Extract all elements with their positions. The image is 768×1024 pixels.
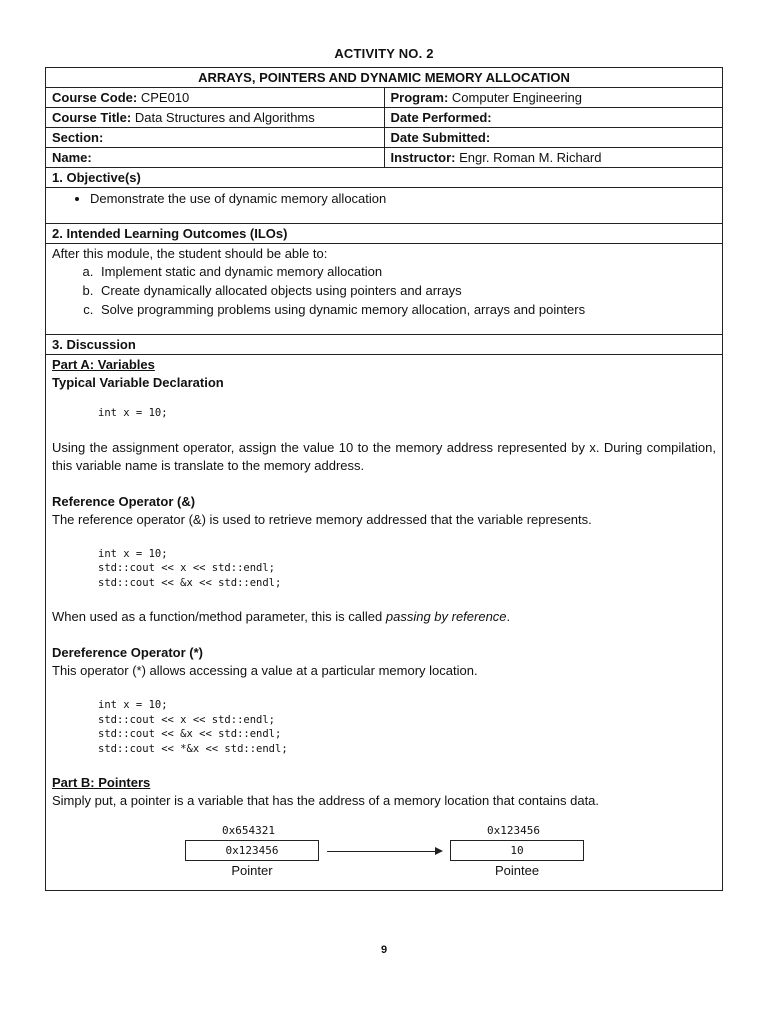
date-submitted-cell bbox=[384, 128, 723, 148]
section-label: Section: bbox=[52, 130, 104, 145]
page-number: 9 bbox=[380, 944, 388, 956]
part-b-title: Part B: Pointers bbox=[52, 775, 151, 790]
pointer-diagram bbox=[52, 818, 716, 884]
reference-operator-paragraph: The reference operator (&) is used to retrieve memory addressed that the variable represents. bbox=[52, 511, 592, 527]
activity-title: ARRAYS, POINTERS AND DYNAMIC MEMORY ALLOCATION bbox=[46, 68, 723, 88]
course-title-label: Course Title: bbox=[52, 110, 132, 125]
ilos-list bbox=[52, 262, 716, 319]
ilo-item: b. Create dynamically allocated objects using pointers and arrays bbox=[97, 281, 716, 300]
course-title-value: Data Structures and Algorithms bbox=[134, 110, 315, 125]
course-code-label: Course Code: bbox=[52, 90, 138, 105]
date-submitted-label: Date Submitted: bbox=[390, 130, 491, 145]
passing-period: . bbox=[506, 609, 511, 624]
pointer-paragraph: Simply put, a pointer is a variable that has the address of a memory location that contains data. bbox=[52, 793, 600, 808]
dereference-operator-heading: Dereference Operator (*) bbox=[52, 645, 203, 660]
instructor-value: Engr. Roman M. Richard bbox=[459, 150, 602, 165]
name-cell bbox=[46, 148, 385, 168]
ilo-item: a. Implement static and dynamic memory allocation bbox=[97, 262, 716, 281]
ilos-heading: 2. Intended Learning Outcomes (ILOs) bbox=[46, 224, 723, 244]
section-cell bbox=[46, 128, 385, 148]
code-block-reference: int x = 10; std::cout << x << std::endl; std::cout << &x << std::endl; bbox=[98, 547, 282, 589]
objectives-list bbox=[52, 190, 716, 208]
ilo-item: c. Solve programming problems using dynamic memory allocation, arrays and pointers bbox=[97, 300, 716, 319]
course-code-cell bbox=[46, 88, 385, 108]
pointee-label: Pointee bbox=[494, 863, 540, 878]
name-label: Name: bbox=[52, 150, 92, 165]
program-cell bbox=[384, 88, 723, 108]
pointee-box: 10 bbox=[450, 840, 584, 861]
assignment-paragraph: Using the assignment operator, assign the value 10 to the memory address represented by x. During compilation, this variable name is translate to the memory address. bbox=[52, 439, 716, 473]
passing-by-reference-term: passing by reference bbox=[385, 609, 507, 624]
passing-text: When used as a function/method parameter, this is called bbox=[52, 609, 386, 624]
ilos-body bbox=[46, 244, 723, 335]
instructor-label: Instructor: bbox=[390, 150, 456, 165]
objectives-body bbox=[46, 188, 723, 224]
ilos-intro: After this module, the student should be able to: bbox=[52, 246, 328, 261]
pointer-address: 0x654321 bbox=[222, 824, 275, 837]
pointer-box: 0x123456 bbox=[185, 840, 319, 861]
objective-item: • Demonstrate the use of dynamic memory allocation bbox=[90, 190, 716, 208]
activity-number: ACTIVITY NO. 2 bbox=[334, 46, 434, 61]
program-value: Computer Engineering bbox=[451, 90, 582, 105]
discussion-heading: 3. Discussion bbox=[46, 335, 723, 355]
pointer-label: Pointer bbox=[231, 863, 273, 878]
typical-declaration-heading: Typical Variable Declaration bbox=[52, 375, 224, 390]
arrow-icon bbox=[327, 851, 441, 852]
part-a-title: Part A: Variables bbox=[52, 357, 155, 372]
course-code-value: CPE010 bbox=[140, 90, 190, 105]
code-block-declaration: int x = 10; bbox=[98, 407, 168, 419]
dereference-operator-paragraph: This operator (*) allows accessing a value at a particular memory location. bbox=[52, 663, 478, 678]
discussion-body bbox=[46, 355, 723, 891]
code-block-dereference: int x = 10; std::cout << x << std::endl; std::cout << &x << std::endl; std::cout << *&x << std::endl; bbox=[98, 699, 288, 755]
instructor-cell bbox=[384, 148, 723, 168]
passing-paragraph bbox=[52, 608, 716, 626]
date-performed-cell bbox=[384, 108, 723, 128]
pointee-address: 0x123456 bbox=[487, 824, 540, 837]
objectives-heading: 1. Objective(s) bbox=[46, 168, 723, 188]
date-performed-label: Date Performed: bbox=[390, 110, 492, 125]
activity-table bbox=[45, 67, 723, 891]
course-title-cell bbox=[46, 108, 385, 128]
program-label: Program: bbox=[390, 90, 449, 105]
reference-operator-heading: Reference Operator (&) bbox=[52, 493, 196, 509]
